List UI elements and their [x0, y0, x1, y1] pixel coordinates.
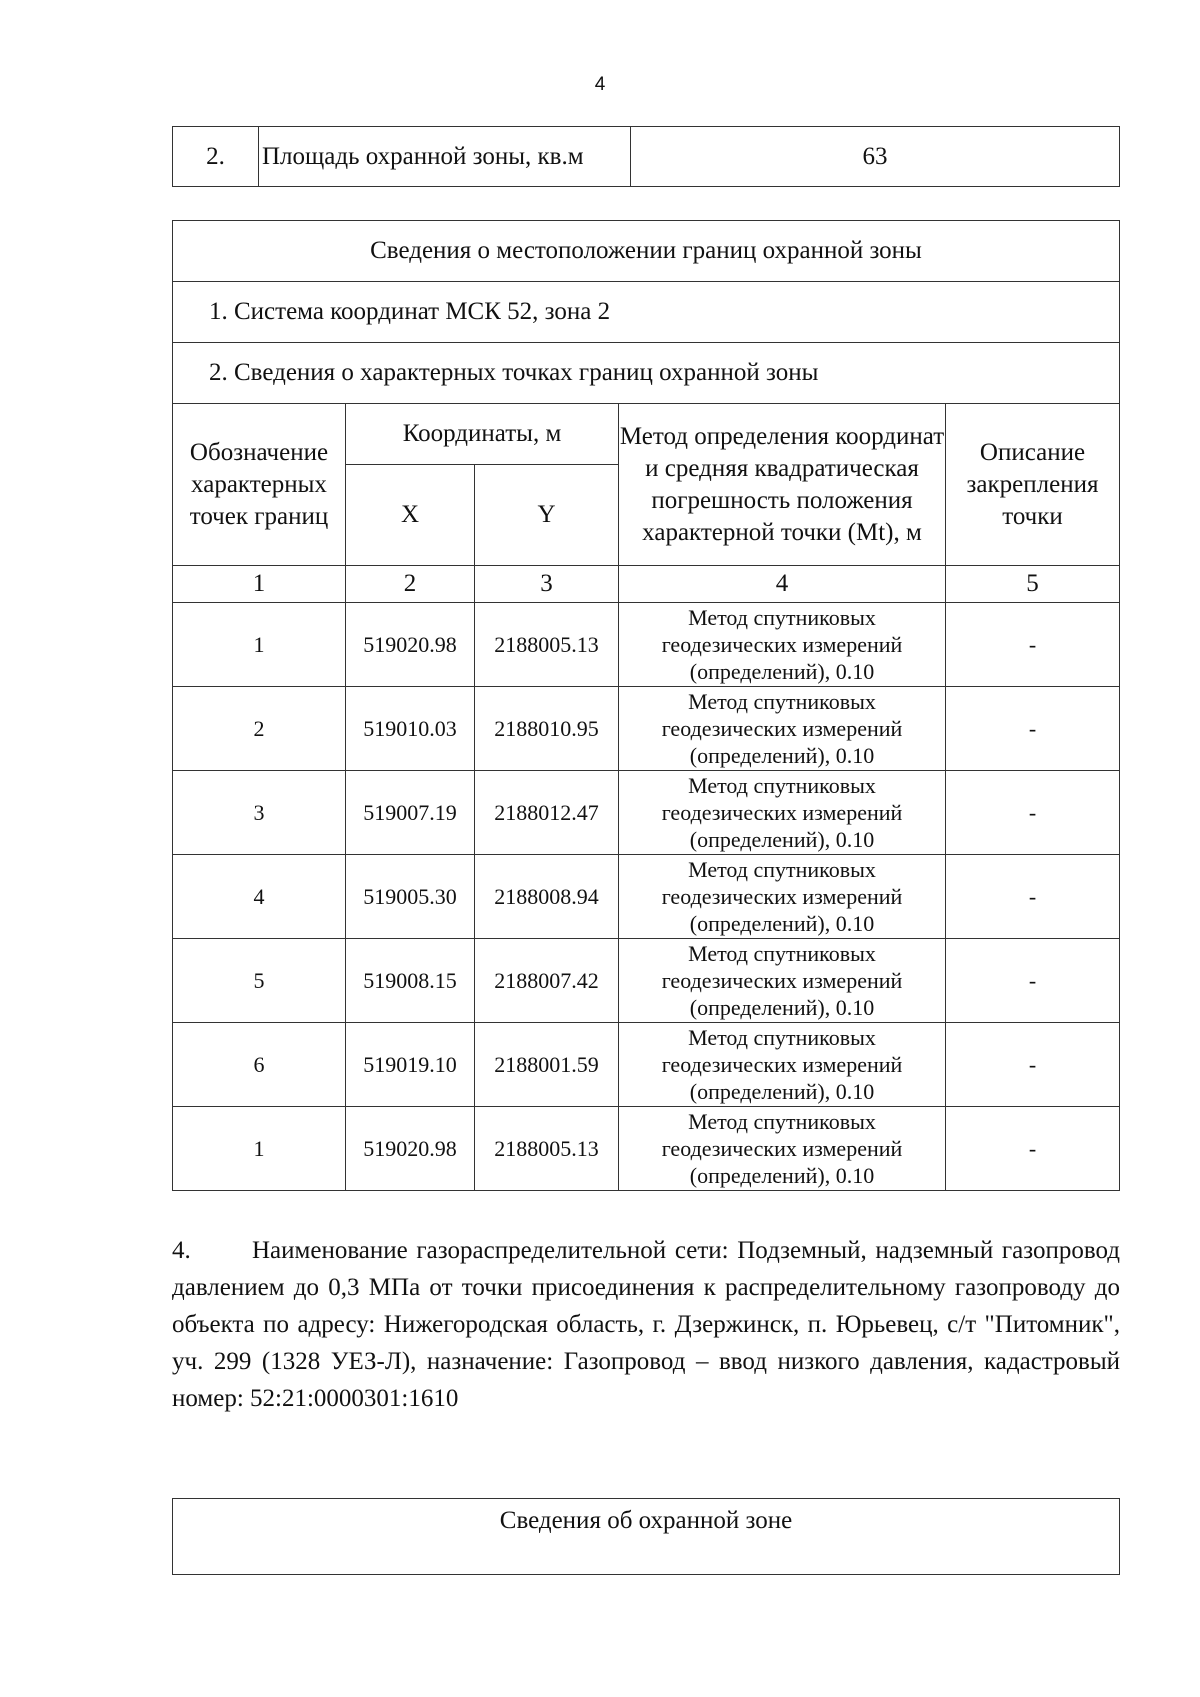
col-number: 1	[173, 566, 346, 603]
point-y: 2188001.59	[475, 1023, 619, 1107]
col-number: 2	[346, 566, 475, 603]
point-y: 2188005.13	[475, 1107, 619, 1191]
col-number: 3	[475, 566, 619, 603]
point-id: 4	[173, 855, 346, 939]
point-method: Метод спутниковых геодезических измерений (определений), 0.10	[619, 939, 946, 1023]
zone-table-title: Сведения об охранной зоне	[173, 1499, 1120, 1575]
point-description: -	[946, 1023, 1120, 1107]
point-x: 519020.98	[346, 603, 475, 687]
point-y: 2188005.13	[475, 603, 619, 687]
col-number: 5	[946, 566, 1120, 603]
point-method: Метод спутниковых геодезических измерений (определений), 0.10	[619, 1023, 946, 1107]
points-title: 2. Сведения о характерных точках границ охранной зоны	[173, 343, 1120, 404]
point-description: -	[946, 687, 1120, 771]
point-description: -	[946, 855, 1120, 939]
point-x: 519007.19	[346, 771, 475, 855]
area-row-value: 63	[631, 127, 1120, 187]
point-id: 2	[173, 687, 346, 771]
point-id: 5	[173, 939, 346, 1023]
point-method: Метод спутниковых геодезических измерений (определений), 0.10	[619, 771, 946, 855]
table-row	[173, 855, 1120, 939]
header-description: Описание закрепления точки	[946, 404, 1120, 566]
point-x: 519020.98	[346, 1107, 475, 1191]
column-numbers-row	[173, 566, 1120, 603]
point-method: Метод спутниковых геодезических измерений (определений), 0.10	[619, 1107, 946, 1191]
area-row	[173, 127, 1120, 187]
table-row	[173, 1107, 1120, 1191]
table-row	[173, 687, 1120, 771]
location-table	[172, 220, 1120, 1191]
point-x: 519010.03	[346, 687, 475, 771]
header-coords: Координаты, м	[346, 404, 619, 465]
table-row	[173, 771, 1120, 855]
zone-table	[172, 1498, 1120, 1575]
point-id: 3	[173, 771, 346, 855]
page-number: 4	[594, 74, 606, 95]
coord-system: 1. Система координат МСК 52, зона 2	[173, 282, 1120, 343]
header-designation: Обозначение характерных точек границ	[173, 404, 346, 566]
point-description: -	[946, 771, 1120, 855]
paragraph-number: 4.	[172, 1237, 191, 1264]
table-row	[173, 603, 1120, 687]
point-x: 519019.10	[346, 1023, 475, 1107]
point-method: Метод спутниковых геодезических измерений (определений), 0.10	[619, 687, 946, 771]
point-x: 519008.15	[346, 939, 475, 1023]
point-y: 2188007.42	[475, 939, 619, 1023]
point-method: Метод спутниковых геодезических измерений (определений), 0.10	[619, 603, 946, 687]
point-method: Метод спутниковых геодезических измерений (определений), 0.10	[619, 855, 946, 939]
paragraph-text: Наименование газораспределительной сети: Подземный, надземный газопровод давлением до 0,3 МПа от точки присоединения к распределительному газопроводу до объекта по адресу: Нижегородская область, г. Дзержинск, п. Юрьевец, с/т "Питомник", уч. 299 (1328 УЕЗ-Л), назначение: Газопровод – ввод низкого давления, кадастровый номер: 52:21:0000301:1610	[172, 1237, 1120, 1412]
header-y: Y	[475, 465, 619, 566]
area-row-label: Площадь охранной зоны, кв.м	[259, 127, 631, 187]
point-x: 519005.30	[346, 855, 475, 939]
header-x: X	[346, 465, 475, 566]
point-id: 1	[173, 603, 346, 687]
point-y: 2188010.95	[475, 687, 619, 771]
area-row-number: 2.	[173, 127, 259, 187]
point-id: 1	[173, 1107, 346, 1191]
point-y: 2188012.47	[475, 771, 619, 855]
point-y: 2188008.94	[475, 855, 619, 939]
point-id: 6	[173, 1023, 346, 1107]
point-description: -	[946, 1107, 1120, 1191]
point-description: -	[946, 939, 1120, 1023]
network-paragraph	[172, 1232, 1120, 1417]
location-table-title: Сведения о местоположении границ охранной зоны	[173, 221, 1120, 282]
header-method: Метод определения координат и средняя квадратическая погрешность положения характерной точки (Mt), м	[619, 404, 946, 566]
point-description: -	[946, 603, 1120, 687]
area-table	[172, 126, 1120, 187]
table-row	[173, 1023, 1120, 1107]
col-number: 4	[619, 566, 946, 603]
table-row	[173, 939, 1120, 1023]
